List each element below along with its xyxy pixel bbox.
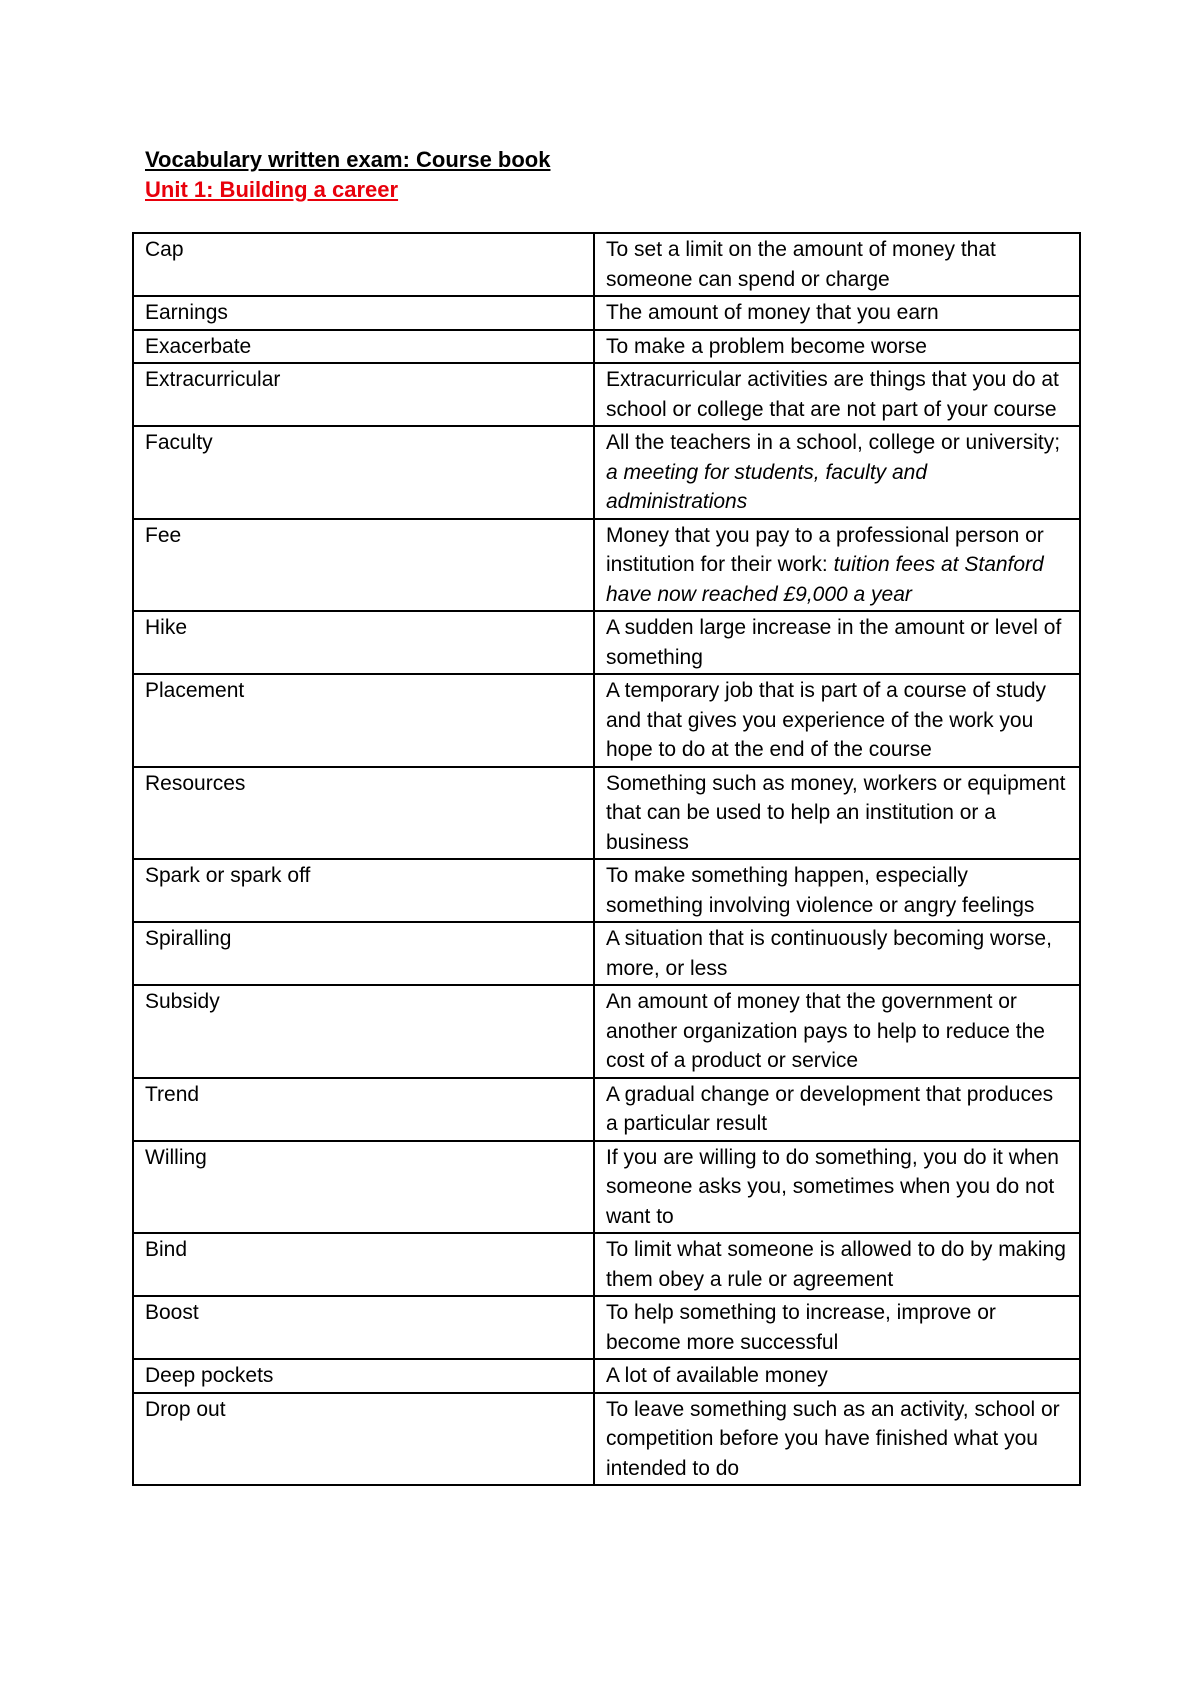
table-row [133,296,1080,330]
table-row [133,767,1080,860]
vocab-definition-cell [594,296,1080,330]
vocab-definition-cell [594,767,1080,860]
vocab-definition: Something such as money, workers or equipment that can be used to help an institution or a business [606,771,1066,854]
vocab-term: Spark or spark off [133,859,594,922]
vocab-definition: To help something to increase, improve or become more successful [606,1301,996,1354]
vocab-definition: To make a problem become worse [606,334,927,358]
vocab-definition: To limit what someone is allowed to do by making them obey a rule or agreement [606,1238,1066,1291]
vocab-definition-cell [594,674,1080,767]
table-row [133,519,1080,612]
unit-heading: Unit 1: Building a career [145,177,399,202]
document-title: Vocabulary written exam: Course book [145,147,551,172]
vocab-definition: To set a limit on the amount of money that someone can spend or charge [606,238,996,291]
table-row [133,922,1080,985]
vocab-definition: A gradual change or development that produces a particular result [606,1082,1054,1135]
vocab-definition: Extracurricular activities are things that you do at school or college that are not part of your course [606,368,1059,421]
vocab-term: Spiralling [133,922,594,985]
vocab-term: Cap [133,233,594,296]
vocab-term: Placement [133,674,594,767]
vocab-definition: All the teachers in a school, college or university; [606,431,1061,454]
vocab-definition-cell [594,859,1080,922]
vocab-definition-cell [594,1393,1080,1486]
table-row [133,363,1080,426]
vocab-definition: A temporary job that is part of a course of study and that gives you experience of the work you hope to do at the end of the course [606,679,1047,761]
table-row [133,233,1080,296]
vocab-term: Willing [133,1141,594,1234]
vocab-term: Trend [133,1078,594,1141]
table-row [133,426,1080,519]
vocab-definition-cell [594,1078,1080,1141]
vocab-definition-cell [594,1233,1080,1296]
table-row [133,1233,1080,1296]
vocab-definition-cell [594,1359,1080,1393]
vocab-term: Faculty [133,426,594,519]
table-row [133,1078,1080,1141]
table-row [133,674,1080,767]
table-row [133,985,1080,1078]
vocab-definition-cell [594,519,1080,612]
vocab-definition-cell [594,611,1080,674]
vocab-term: Drop out [133,1393,594,1486]
vocab-definition-cell [594,363,1080,426]
table-row [133,330,1080,364]
vocab-definition: The amount of money that you earn [606,301,939,324]
vocab-term: Bind [133,1233,594,1296]
vocab-term: Resources [133,767,594,860]
vocabulary-table [132,232,1081,1486]
vocab-definition-cell [594,426,1080,519]
vocab-definition: Money that you pay to a professional person or institution for their work: [606,523,1044,576]
vocab-definition: A situation that is continuously becoming worse, more, or less [606,927,1052,980]
vocab-definition: An amount of money that the government or another organization pays to help to reduce the cost of a product or service [606,990,1045,1072]
vocab-example: a meeting for students, faculty and administrations [606,460,928,513]
table-row [133,1359,1080,1393]
vocab-definition-cell [594,985,1080,1078]
vocabulary-table-body [133,233,1080,1485]
vocab-definition-cell [594,1141,1080,1234]
table-row [133,1296,1080,1359]
vocab-definition-cell [594,330,1080,364]
vocab-definition: To make something happen, especially something involving violence or angry feelings [606,864,1035,917]
vocab-term: Hike [133,611,594,674]
vocab-definition: A sudden large increase in the amount or level of something [606,616,1062,669]
vocab-definition-cell [594,1296,1080,1359]
vocab-term: Boost [133,1296,594,1359]
table-row [133,611,1080,674]
table-row [133,1141,1080,1234]
vocab-example: tuition fees at Stanford have now reached £9,000 a year [606,553,1044,606]
vocab-term: Deep pockets [133,1359,594,1393]
vocab-term: Extracurricular [133,363,594,426]
vocab-term: Subsidy [133,985,594,1078]
vocab-term: Earnings [133,296,594,330]
table-row [133,859,1080,922]
table-row [133,1393,1080,1486]
vocab-term: Fee [133,519,594,612]
vocab-definition-cell [594,233,1080,296]
vocab-definition: A lot of available money [606,1364,828,1387]
vocab-definition: If you are willing to do something, you do it when someone asks you, sometimes when you do not want to [606,1145,1059,1228]
vocab-definition: To leave something such as an activity, school or competition before you have finished what you intended to do [606,1397,1060,1480]
vocab-term: Exacerbate [133,330,594,364]
vocab-definition-cell [594,922,1080,985]
